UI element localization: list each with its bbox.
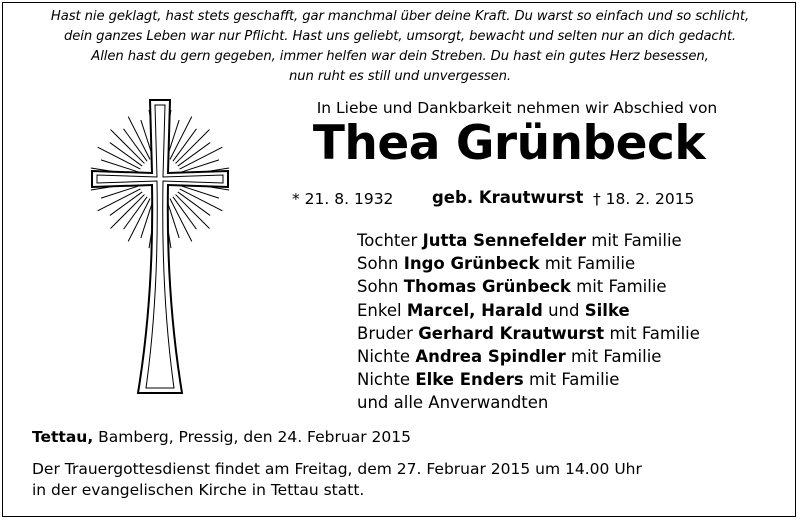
service-line: Der Trauergottesdienst findet am Freitag, dem 27. Februar 2015 um 14.00 Uhr (32, 460, 642, 478)
poem-line: Allen hast du gern gegeben, immer helfen war dein Streben. Du hast ein gutes Herz besessen, (91, 49, 709, 64)
mourner-line: Sohn Thomas Grünbeck mit Familie (357, 277, 667, 297)
poem-line: dein ganzes Leben war nur Pflicht. Hast uns geliebt, umsorgt, bewacht und selten nur an dich gedacht. (63, 29, 737, 44)
place-date-line: Tettau, Bamberg, Pressig, den 24. Februar 2015 (32, 428, 411, 446)
mourner-line: Tochter Jutta Sennefelder mit Familie (357, 231, 682, 250)
deceased-name: Thea Grünbeck (312, 116, 706, 171)
service-line: in der evangelischen Kirche in Tettau statt. (32, 481, 365, 499)
mourner-line: Sohn Ingo Grünbeck mit Familie (357, 254, 636, 274)
mourner-line: Bruder Gerhard Krautwurst mit Familie (357, 323, 700, 343)
poem (0, 7, 800, 87)
intro-text: In Liebe und Dankbarkeit nehmen wir Abschied von (316, 99, 718, 117)
mourner-line: Nichte Andrea Spindler mit Familie (357, 347, 662, 367)
mourners-list (357, 229, 700, 415)
mourner-line: Nichte Elke Enders mit Familie (357, 370, 620, 390)
poem-line: nun ruht es still und unvergessen. (289, 69, 511, 84)
mourner-line: Enkel Marcel, Harald und Silke (357, 300, 630, 320)
cross-with-rays-icon (70, 95, 250, 415)
mourner-line: und alle Anverwandten (357, 393, 549, 413)
service-info (32, 459, 642, 501)
maiden-name: geb. Krautwurst (432, 188, 584, 207)
town-name: Tettau, (32, 428, 94, 446)
death-date: † 18. 2. 2015 (593, 190, 695, 208)
poem-line: Hast nie geklagt, hast stets geschafft, gar manchmal über deine Kraft. Du warst so einfach und so schlicht, (50, 9, 750, 24)
birth-date: * 21. 8. 1932 (292, 190, 394, 208)
